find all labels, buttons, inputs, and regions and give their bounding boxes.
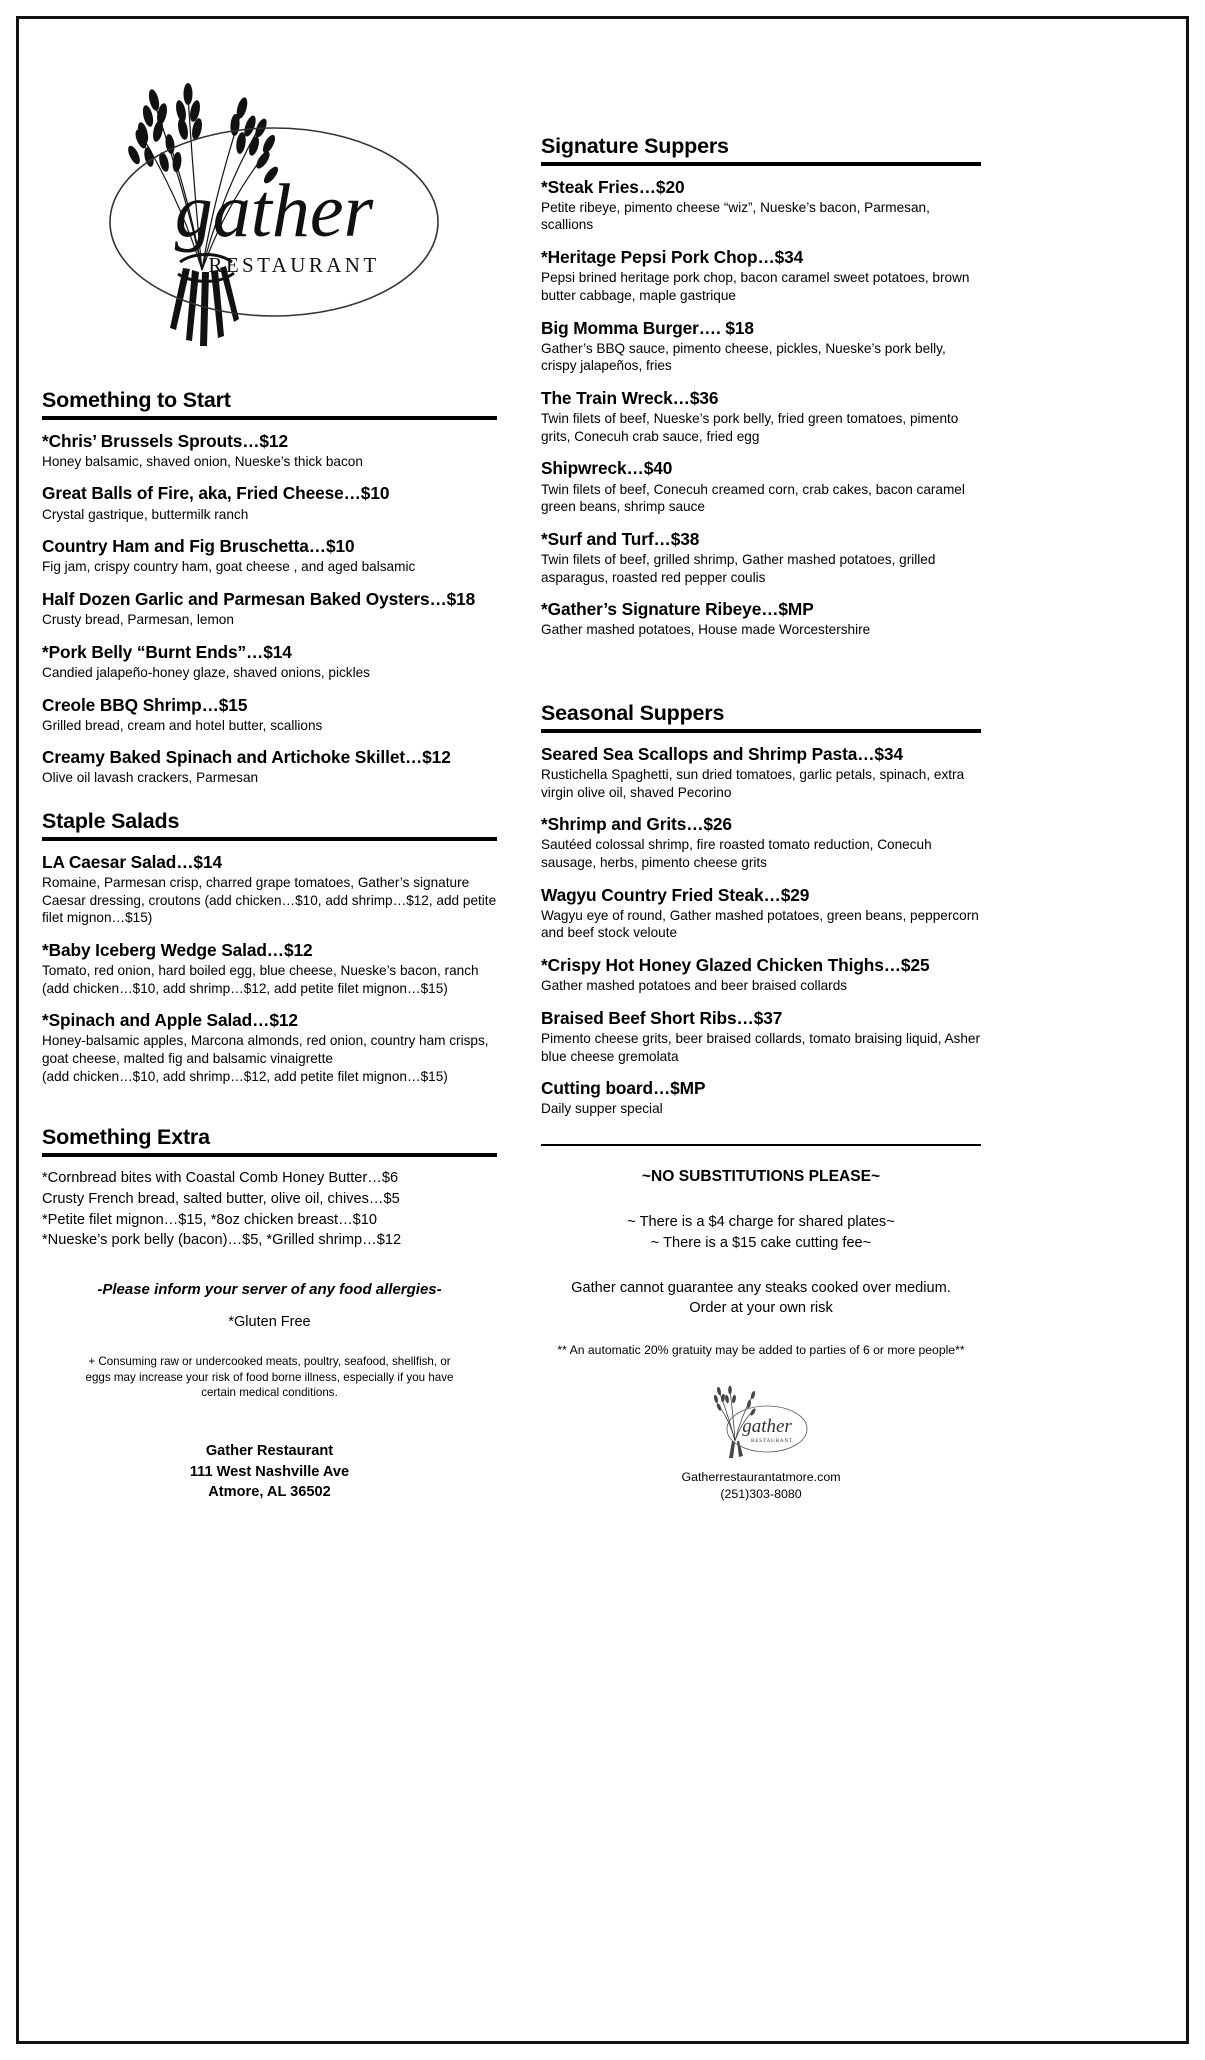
item-description: Twin filets of beef, Nueske’s pork belly, fried green tomatoes, pimento grits, Conecuh crab sauce, fried egg (541, 411, 959, 444)
menu-item (541, 1008, 981, 1065)
section-heading-seasonal-suppers: Seasonal Suppers (541, 701, 725, 726)
menu-item (42, 695, 497, 735)
footer-logo-artwork (705, 1385, 817, 1463)
item-name: *Heritage Pepsi Pork Chop…$34 (541, 247, 804, 268)
phone-number[interactable]: (251)303-8080 (720, 1487, 802, 1502)
contact-info (541, 1469, 981, 1503)
section-heading-extras: Something Extra (42, 1125, 210, 1150)
footer-logo-subtitle: RESTAURANT (751, 1437, 793, 1444)
gratuity-notice: ** An automatic 20% gratuity may be added to parties of 6 or more people** (557, 1342, 965, 1357)
fees-notice (541, 1212, 981, 1253)
heading-rule (42, 416, 497, 420)
item-name: *Surf and Turf…$38 (541, 528, 700, 549)
item-description: Honey balsamic, shaved onion, Nueske’s thick bacon (42, 453, 363, 469)
heading-rule (541, 729, 981, 733)
menu-item (541, 318, 981, 375)
menu-item (42, 642, 497, 682)
heading-rule (42, 1153, 497, 1157)
item-description: Pepsi brined heritage pork chop, bacon caramel sweet potatoes, brown butter cabbage, maple gastrique (541, 270, 970, 303)
raw-food-disclaimer: + Consuming raw or undercooked meats, poultry, seafood, shellfish, or eggs may increase your risk of food borne illness, especially if you have certain medical conditions. (85, 1355, 454, 1400)
notices-divider (541, 1144, 981, 1146)
item-name: Great Balls of Fire, aka, Fried Cheese…$10 (42, 483, 390, 504)
item-name: Seared Sea Scallops and Shrimp Pasta…$34 (541, 743, 903, 764)
item-description: Daily supper special (541, 1101, 663, 1117)
item-description: Gather mashed potatoes and beer braised collards (541, 978, 848, 994)
website[interactable]: Gatherrestaurantatmore.com (681, 1469, 841, 1484)
menu-item (42, 940, 497, 997)
item-description: Romaine, Parmesan crisp, charred grape tomatoes, Gather’s signature Caesar dressing, croutons (add chicken…$10, add shrimp…$12, add petite filet mignon…$15) (42, 874, 497, 926)
menu-item (42, 1010, 497, 1085)
item-name: *Crispy Hot Honey Glazed Chicken Thighs…$25 (541, 955, 930, 976)
menu-item (541, 599, 981, 639)
restaurant-address (42, 1441, 497, 1503)
item-description: Gather’s BBQ sauce, pimento cheese, pickles, Nueske’s pork belly, crispy jalapeños, fries (541, 340, 946, 374)
section-heading-signature-suppers: Signature Suppers (541, 134, 729, 158)
menu-item (42, 589, 497, 629)
steak-doneness-notice: Gather cannot guarantee any steaks cooked over medium. Order at your own risk (571, 1279, 951, 1317)
gather-logo (42, 40, 482, 388)
menu-item (42, 483, 497, 523)
section-seasonal-suppers (541, 701, 981, 1118)
item-name: Country Ham and Fig Bruschetta…$10 (42, 536, 355, 557)
item-description: Sautéed colossal shrimp, fire roasted tomato reduction, Conecuh sausage, herbs, pimento cheese grits (541, 837, 932, 871)
item-description: Wagyu eye of round, Gather mashed potatoes, green beans, peppercorn and beef stock veloute (541, 907, 979, 941)
item-name: Shipwreck…$40 (541, 458, 673, 479)
item-name: *Gather’s Signature Ribeye…$MP (541, 599, 814, 620)
menu-item (42, 536, 497, 576)
gluten-free-legend: *Gluten Free (228, 1314, 311, 1331)
right-column-top-spacer (541, 30, 981, 134)
menu-item (541, 1078, 981, 1118)
item-description: Tomato, red onion, hard boiled egg, blue cheese, Nueske’s bacon, ranch (42, 963, 479, 978)
section-signature-suppers (541, 134, 981, 639)
item-description: Candied jalapeño-honey glaze, shaved onions, pickles (42, 664, 370, 680)
item-name: Braised Beef Short Ribs…$37 (541, 1007, 783, 1028)
menu-item (541, 744, 981, 801)
section-salads (42, 809, 497, 1085)
menu-item (42, 747, 497, 787)
footer-logo (541, 1385, 981, 1463)
item-description: Twin filets of beef, Conecuh creamed corn, crab cakes, bacon caramel green beans, shrimp sauce (541, 481, 965, 515)
extras-line: *Nueske’s pork belly (bacon)…$5, *Grilled shrimp…$12 (42, 1232, 402, 1249)
menu-item (42, 431, 497, 471)
item-description: Grilled bread, cream and hotel butter, scallions (42, 717, 323, 733)
section-heading-starters: Something to Start (42, 388, 231, 412)
item-name: *Chris’ Brussels Sprouts…$12 (42, 430, 288, 451)
item-name: *Pork Belly “Burnt Ends”…$14 (42, 641, 292, 662)
item-description: Olive oil lavash crackers, Parmesan (42, 770, 259, 786)
item-description: Fig jam, crispy country ham, goat cheese , and aged balsamic (42, 559, 416, 575)
item-description: Gather mashed potatoes, House made Worcestershire (541, 622, 871, 638)
logo-script-text: gather (174, 169, 374, 253)
menu-item (541, 529, 981, 586)
item-name: *Baby Iceberg Wedge Salad…$12 (42, 939, 313, 960)
menu-item (541, 177, 981, 234)
section-starters (42, 388, 497, 787)
footer-logo-script: gather (742, 1415, 792, 1437)
address-name: Gather Restaurant (205, 1442, 334, 1459)
extras-line: *Cornbread bites with Coastal Comb Honey Butter…$6 (42, 1170, 399, 1187)
address-city-state-zip: Atmore, AL 36502 (208, 1484, 331, 1501)
item-description: Petite ribeye, pimento cheese “wiz”, Nueske’s bacon, Parmesan, scallions (541, 199, 930, 233)
item-name: Big Momma Burger…. $18 (541, 317, 754, 338)
item-description: Crusty bread, Parmesan, lemon (42, 612, 234, 628)
item-name: Wagyu Country Fried Steak…$29 (541, 884, 810, 905)
logo-artwork (42, 40, 462, 380)
item-description: Pimento cheese grits, beer braised collards, tomato braising liquid, Asher blue cheese gremolata (541, 1031, 981, 1064)
item-name: *Shrimp and Grits…$26 (541, 814, 732, 835)
extras-line: *Petite filet mignon…$15, *8oz chicken breast…$10 (42, 1211, 378, 1228)
menu-item (541, 885, 981, 942)
item-description: Twin filets of beef, grilled shrimp, Gather mashed potatoes, grilled asparagus, roasted red pepper coulis (541, 552, 936, 585)
item-name: Creamy Baked Spinach and Artichoke Skillet…$12 (42, 747, 451, 768)
menu-item (541, 458, 981, 515)
section-extras (42, 1125, 497, 1251)
item-name: *Steak Fries…$20 (541, 176, 685, 197)
extras-list (42, 1168, 497, 1251)
item-addons: (add chicken…$10, add shrimp…$12, add petite filet mignon…$15) (42, 1068, 448, 1084)
right-column (541, 30, 981, 2034)
menu-item (541, 247, 981, 304)
item-description: Honey-balsamic apples, Marcona almonds, red onion, country ham crisps, goat cheese, malted fig and balsamic vinaigrette (42, 1033, 489, 1067)
logo-subtitle-text: RESTAURANT (208, 253, 380, 277)
no-substitutions-notice: ~NO SUBSTITUTIONS PLEASE~ (641, 1168, 881, 1186)
shared-plate-fee: ~ There is a $4 charge for shared plates~ (627, 1214, 895, 1231)
menu-item (42, 852, 497, 927)
item-description: Crystal gastrique, buttermilk ranch (42, 506, 249, 522)
left-column (42, 30, 497, 2034)
menu-item (541, 388, 981, 445)
address-street: 111 West Nashville Ave (189, 1463, 350, 1480)
item-name: *Spinach and Apple Salad…$12 (42, 1010, 298, 1031)
heading-rule (42, 837, 497, 841)
heading-rule (541, 162, 981, 166)
item-name: Cutting board…$MP (541, 1078, 706, 1099)
menu-item (541, 814, 981, 871)
allergy-notice: -Please inform your server of any food allergies- (97, 1281, 442, 1299)
cake-cutting-fee: ~ There is a $15 cake cutting fee~ (650, 1234, 872, 1251)
extras-line: Crusty French bread, salted butter, olive oil, chives…$5 (42, 1190, 400, 1207)
item-addons: (add chicken…$10, add shrimp…$12, add petite filet mignon…$15) (42, 980, 448, 996)
item-name: Half Dozen Garlic and Parmesan Baked Oysters…$18 (42, 589, 476, 610)
item-name: LA Caesar Salad…$14 (42, 851, 222, 872)
menu-item (541, 955, 981, 995)
item-name: The Train Wreck…$36 (541, 388, 719, 409)
section-heading-salads: Staple Salads (42, 809, 180, 834)
item-description: Rustichella Spaghetti, sun dried tomatoes, garlic petals, spinach, extra virgin olive oil, shaved Pecorino (541, 766, 965, 800)
item-name: Creole BBQ Shrimp…$15 (42, 694, 248, 715)
